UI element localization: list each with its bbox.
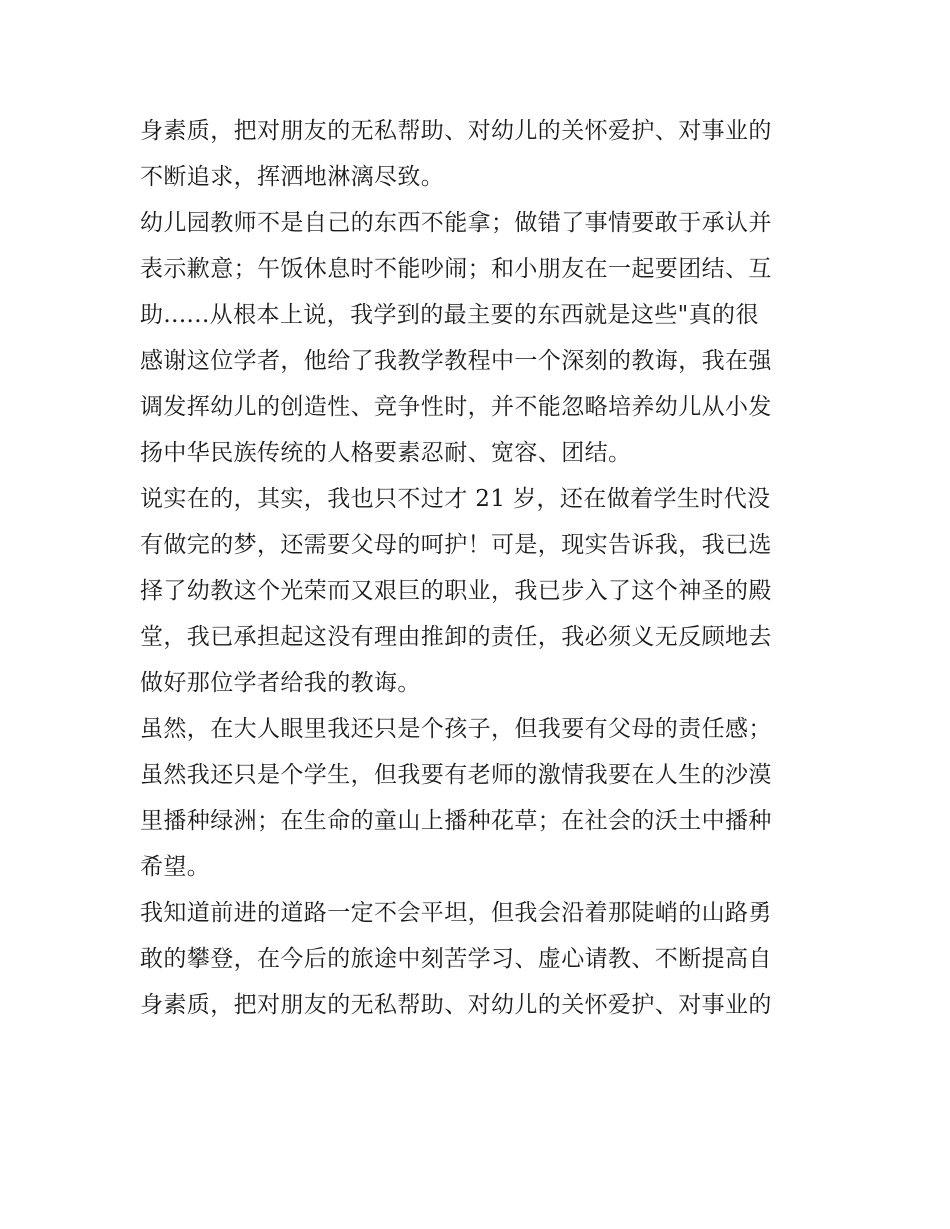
text-line: 希望。 [140, 854, 211, 880]
text-line: 里播种绿洲；在生命的童山上播种花草；在社会的沃土中播种 [140, 808, 772, 834]
text-line: 说实在的，其实，我也只不过才 21 岁，还在做着学生时代没 [140, 486, 771, 512]
text-line: 虽然我还只是个学生，但我要有老师的激情我要在人生的沙漠 [140, 762, 772, 788]
text-line: 有做完的梦，还需要父母的呵护！可是，现实告诉我，我已选 [140, 532, 772, 558]
text-line: 虽然，在大人眼里我还只是个孩子，但我要有父母的责任感； [140, 716, 772, 742]
text-line: 身素质，把对朋友的无私帮助、对幼儿的关怀爱护、对事业的 [140, 992, 772, 1018]
document-body [140, 108, 820, 1028]
text-line: 扬中华民族传统的人格要素忍耐、宽容、团结。 [140, 440, 632, 466]
text-line: 身素质，把对朋友的无私帮助、对幼儿的关怀爱护、对事业的 [140, 118, 772, 144]
text-line: 感谢这位学者，他给了我教学教程中一个深刻的教诲，我在强 [140, 348, 772, 374]
text-line: 做好那位学者给我的教诲。 [140, 670, 421, 696]
text-line: 堂，我已承担起这没有理由推卸的责任，我必须义无反顾地去 [140, 624, 772, 650]
text-line: 幼儿园教师不是自己的东西不能拿；做错了事情要敢于承认并 [140, 210, 772, 236]
text-line: 表示歉意；午饭休息时不能吵闹；和小朋友在一起要团结、互 [140, 256, 772, 282]
text-line: 助......从根本上说，我学到的最主要的东西就是这些"真的很 [140, 302, 759, 328]
text-line: 不断追求，挥洒地淋漓尽致。 [140, 164, 445, 190]
text-line: 我知道前进的道路一定不会平坦，但我会沿着那陡峭的山路勇 [140, 900, 772, 926]
text-line: 敢的攀登，在今后的旅途中刻苦学习、虚心请教、不断提高自 [140, 946, 772, 972]
text-line: 调发挥幼儿的创造性、竞争性时，并不能忽略培养幼儿从小发 [140, 394, 772, 420]
text-line: 择了幼教这个光荣而又艰巨的职业，我已步入了这个神圣的殿 [140, 578, 772, 604]
